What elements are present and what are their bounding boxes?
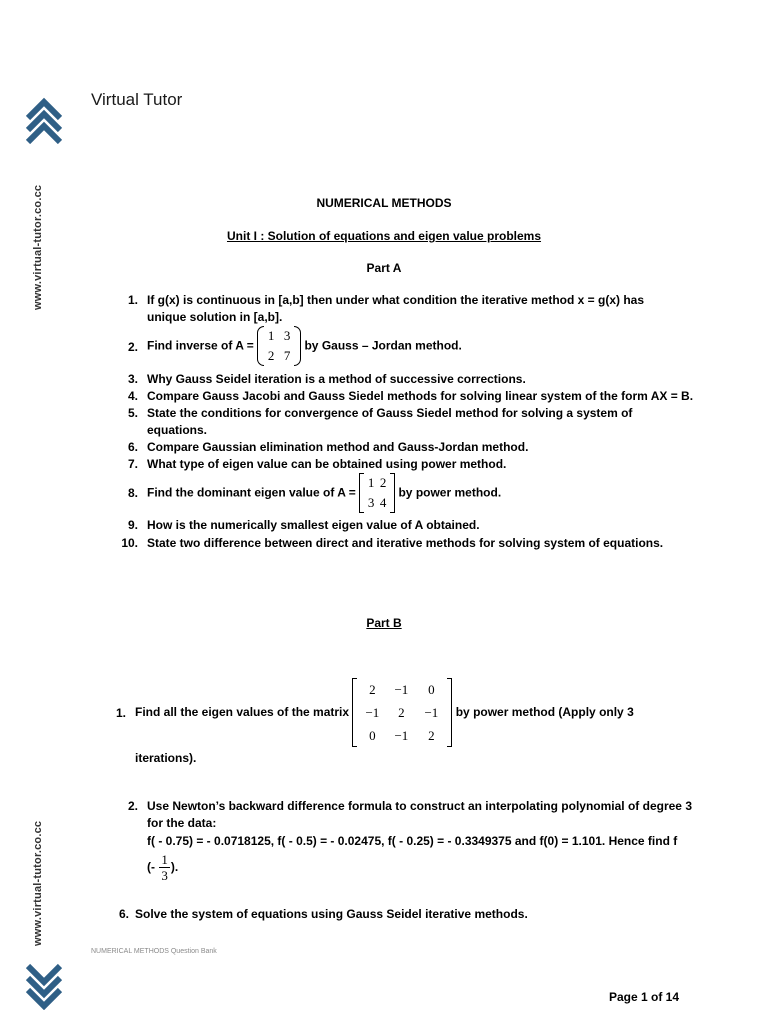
item-text: If g(x) is continuous in [a,b] then under what condition the iterative method x = g(x) has — [147, 293, 645, 307]
item-number: 6. — [118, 907, 129, 921]
matrix-a: 1 2 3 4 — [359, 473, 395, 513]
footer-note: NUMERICAL METHODS Question Bank — [91, 948, 217, 955]
item-text: Solve the system of equations using Gauss Seidel iterative methods. — [135, 907, 528, 921]
side-url-bottom[interactable]: www.virtual-tutor.co.cc — [32, 820, 44, 946]
item-text: by power method (Apply only 3 — [452, 705, 634, 719]
item-text: Find inverse of A = — [147, 338, 258, 353]
part-b-heading: Part B — [366, 616, 402, 630]
item-text: Find the dominant eigen value of A = — [147, 485, 360, 500]
item-number: 4. — [127, 389, 138, 403]
item-text: State the conditions for convergence of Gauss Siedel method for solving a system of — [147, 406, 633, 420]
item-number: 1. — [127, 293, 138, 307]
part-a-item — [116, 473, 676, 515]
item-number: 7. — [127, 457, 138, 471]
item-text: How is the numerically smallest eigen value of A obtained. — [147, 518, 480, 532]
double-chevron-down-icon — [26, 962, 62, 1010]
unit-heading: Unit I : Solution of equations and eigen value problems — [226, 229, 542, 243]
item-number: 1. — [115, 706, 126, 720]
item-text-cont: f( - 0.75) = - 0.0718125, f( - 0.5) = - 0.02475, f( - 0.25) = - 0.3349375 and f(0) = 1.101. Hence find f — [147, 834, 678, 848]
item-number: 10. — [121, 536, 138, 550]
item-text: Compare Gauss Jacobi and Gauss Siedel methods for solving linear system of the form AX = B. — [147, 389, 694, 403]
item-number: 8. — [127, 486, 138, 500]
brand-title: Virtual Tutor — [91, 90, 183, 109]
double-chevron-up-icon — [26, 96, 62, 144]
item-number: 9. — [127, 518, 138, 532]
item-number: 6. — [127, 440, 138, 454]
part-b-item — [104, 678, 684, 748]
item-text-cont: unique solution in [a,b]. — [147, 310, 283, 324]
item-text-cont: ). — [170, 860, 179, 874]
item-text: Use Newton’s backward difference formula to construct an interpolating polynomial of degree 3 — [147, 799, 692, 813]
part-a-item — [116, 326, 676, 368]
item-number: 3. — [127, 372, 138, 386]
side-url-top[interactable]: www.virtual-tutor.co.cc — [32, 184, 44, 310]
part-b-item-cont — [135, 750, 196, 767]
item-text: by Gauss – Jordan method. — [301, 338, 462, 353]
item-number: 5. — [127, 406, 138, 420]
part-a-heading: Part A — [366, 261, 402, 275]
fraction: $\frac{1}{3}$ — [161, 852, 168, 883]
item-text: State two difference between direct and iterative methods for solving system of equations. — [147, 536, 664, 550]
item-text: Compare Gaussian elimination method and Gauss-Jordan method. — [147, 440, 529, 454]
item-text: What type of eigen value can be obtained using power method. — [147, 457, 507, 471]
matrix-a: 2 −1 0 −1 2 −1 0 −1 2 — [352, 678, 452, 747]
matrix-a: 1 3 2 7 — [257, 326, 301, 366]
item-number: 2. — [127, 799, 138, 813]
item-text-cont: (- — [147, 860, 159, 874]
document-title: NUMERICAL METHODS — [316, 196, 452, 210]
item-text: Find all the eigen values of the matrix — [135, 705, 353, 719]
item-text-cont: equations. — [147, 423, 208, 437]
item-number: 2. — [127, 340, 138, 354]
item-text: Why Gauss Seidel iteration is a method of successive corrections. — [147, 372, 526, 386]
item-text-cont: for the data: — [147, 816, 217, 830]
item-text: by power method. — [395, 485, 502, 500]
page-number: Page 1 of 14 — [609, 990, 680, 1004]
item-text-cont: iterations). — [135, 751, 197, 765]
